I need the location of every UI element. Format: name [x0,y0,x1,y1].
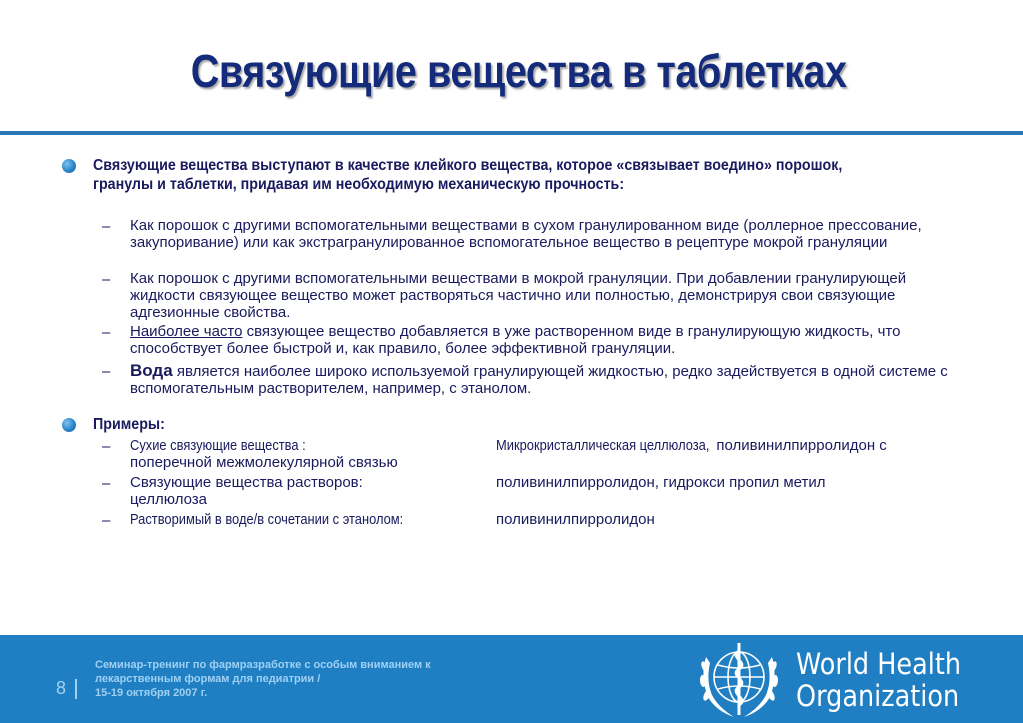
bullet-dot [62,418,76,432]
examples-heading: Примеры: [93,416,165,433]
footer-bar [0,635,1023,723]
example-value-dry [496,437,936,454]
title-divider [0,131,1023,135]
example-value-soluble: поливинилпирролидон [496,511,655,528]
example-cont-solution: целлюлоза [130,491,208,508]
dash-marker: – [102,363,111,380]
who-wordmark-line-1: World Health [796,647,962,681]
example-label-soluble: Растворимый в воде/в сочетании с этанолом: [130,511,404,528]
bullet-dot [62,159,76,173]
seminar-line-2: лекарственным формам для педиатрии / [95,673,321,685]
dash-marker: – [102,218,111,235]
dash-marker: – [102,271,111,288]
slide-title: Связующие вещества в таблетках [190,45,847,97]
example-value-dry-a: Микрокристаллическая целлюлоза, [496,437,710,454]
page-number-divider [75,679,77,699]
page-number: 8 [56,678,67,698]
example-value-solution: поливинилпирролидон, гидрокси пропил метил [496,474,826,491]
who-wordmark-line-2: Organization [796,679,960,713]
dash-marker: – [102,438,111,455]
sub-item-wet-granulation: Как порошок с другими вспомогательными веществами в мокрой грануляции. При добавлении гранулирующей жидкости связующее вещество может растворяться частично или полностью, демонстрируя свои связующие адгезионные свойства. [130,270,907,321]
water-text: является наиболее широко используемой гранулирующей жидкостью, редко задействуется в одной системе с вспомогательным растворителем, например, с этанолом. [130,363,948,397]
most-often-lead: Наиболее часто [130,323,243,340]
sub-item-dry-granulation: Как порошок с другими вспомогательными веществами в сухом гранулированном виде (роллерное прессование, закупоривание) или как экстрагранулированное вспомогательное вещество в рецептуре мокрой грануляции [130,217,922,251]
who-emblem-icon [696,637,782,721]
example-cont-dry: поперечной межмолекулярной связью [130,454,398,471]
seminar-line-1: Семинар-тренинг по фармразработке с особым вниманием к [95,659,431,671]
dash-marker: – [102,512,111,529]
dash-marker: – [102,324,111,341]
who-wordmark [796,648,961,712]
sub-item-water [130,362,960,397]
most-often-text: связующее вещество добавляется в уже растворенном виде в гранулирующую жидкость, что способствует более быстрой и, как правило, более эффективной грануляции. [130,323,901,357]
intro-text: Связующие вещества выступают в качестве клейкого вещества, которое «связывает воедино» порошок, гранулы и таблетки, придавая им необходимую механическую прочность: [93,157,843,193]
example-label-dry: Сухие связующие вещества : [130,437,306,454]
sub-item-most-often [130,323,960,357]
dash-marker: – [102,475,111,492]
example-value-dry-b: поливинилпирролидон с [712,437,887,454]
example-label-solution: Связующие вещества растворов: [130,474,363,491]
water-lead: Вода [130,361,173,380]
seminar-caption [95,658,485,700]
seminar-line-3: 15-19 октября 2007 г. [95,687,208,699]
